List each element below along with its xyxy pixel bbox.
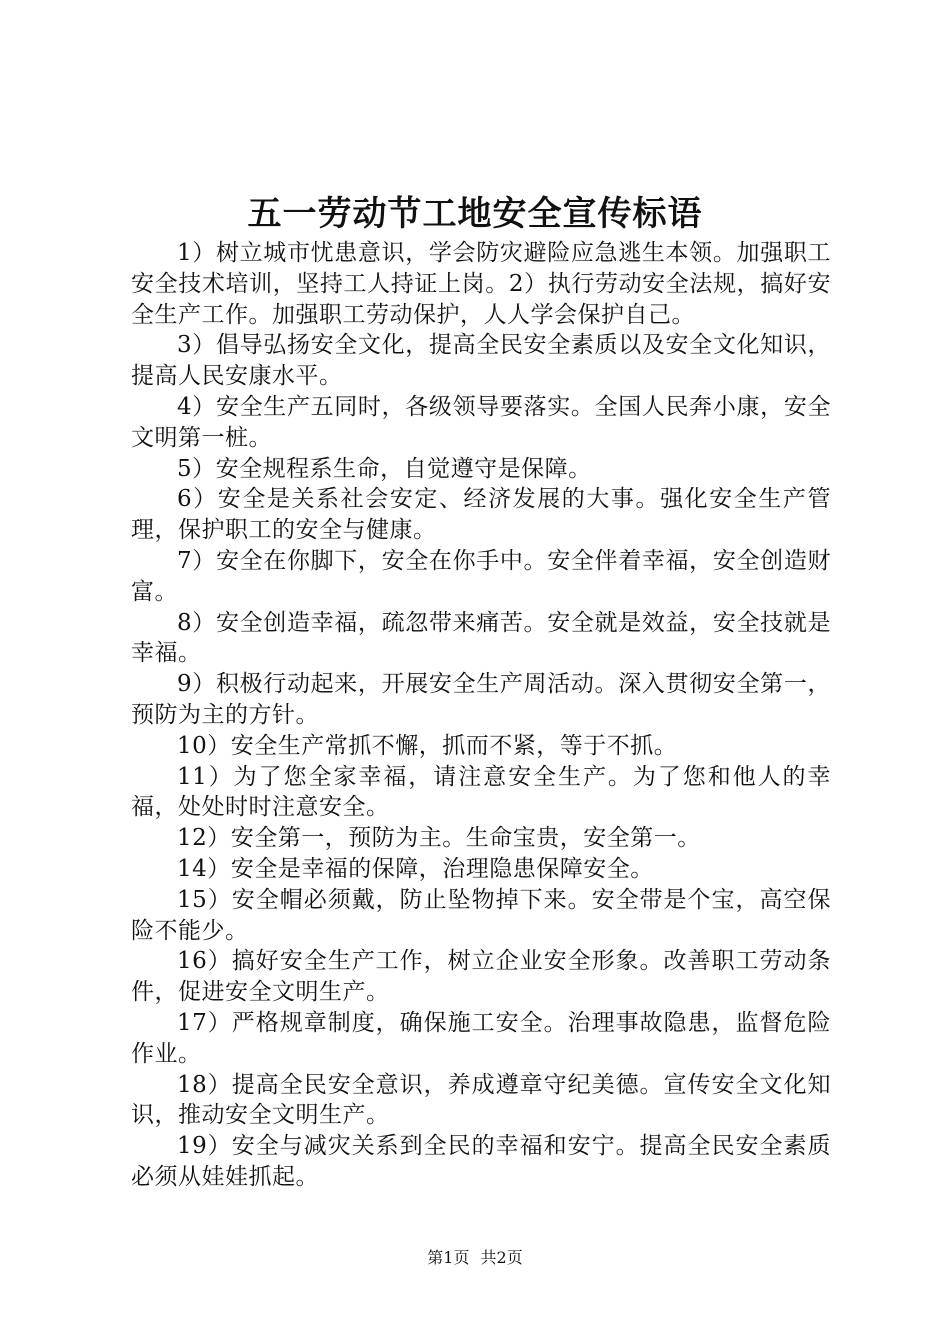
paragraph: 12）安全第一，预防为主。生命宝贵，安全第一。	[177, 825, 701, 852]
paragraph: 11）为了您全家幸福，请注意安全生产。为了您和他人的幸福，处处时时注意安全。	[131, 763, 831, 821]
document-body	[131, 238, 831, 1193]
page-total: 共2页	[480, 1248, 523, 1267]
paragraph: 10）安全生产常抓不懈，抓而不紧，等于不抓。	[177, 732, 678, 759]
document-title: 五一劳动节工地安全宣传标语	[247, 194, 703, 234]
paragraph: 5）安全规程系生命，自觉遵守是保障。	[177, 455, 592, 482]
page-number: 第1页	[427, 1248, 470, 1267]
paragraph: 1）树立城市忧患意识，学会防灾避险应急逃生本领。加强职工安全技术培训，坚持工人持证上岗。2）执行劳动安全法规，搞好安全生产工作。加强职工劳动保护，人人学会保护自己。	[131, 240, 831, 328]
paragraph: 18）提高全民安全意识，养成遵章守纪美德。宣传安全文化知识，推动安全文明生产。	[131, 1071, 831, 1129]
paragraph: 17）严格规章制度，确保施工安全。治理事故隐患，监督危险作业。	[131, 1009, 831, 1067]
paragraph: 7）安全在你脚下，安全在你手中。安全伴着幸福，安全创造财富。	[131, 547, 831, 605]
paragraph: 9）积极行动起来，开展安全生产周活动。深入贯彻安全第一，预防为主的方针。	[131, 671, 831, 728]
paragraph: 15）安全帽必须戴，防止坠物掉下来。安全带是个宝，高空保险不能少。	[131, 886, 831, 944]
paragraph: 4）安全生产五同时，各级领导要落实。全国人民奔小康，安全文明第一桩。	[131, 393, 831, 451]
paragraph: 3）倡导弘扬安全文化，提高全民安全素质以及安全文化知识，提高人民安康水平。	[131, 332, 831, 390]
paragraph: 19）安全与减灾关系到全民的幸福和安宁。提高全民安全素质必须从娃娃抓起。	[131, 1133, 831, 1190]
paragraph: 16）搞好安全生产工作，树立企业安全形象。改善职工劳动条件，促进安全文明生产。	[131, 948, 831, 1006]
page-footer	[0, 1245, 950, 1268]
paragraph: 8）安全创造幸福，疏忽带来痛苦。安全就是效益，安全技就是幸福。	[131, 609, 831, 667]
paragraph: 14）安全是幸福的保障，治理隐患保障安全。	[177, 855, 654, 882]
paragraph: 6）安全是关系社会安定、经济发展的大事。强化安全生产管理，保护职工的安全与健康。	[131, 486, 831, 544]
